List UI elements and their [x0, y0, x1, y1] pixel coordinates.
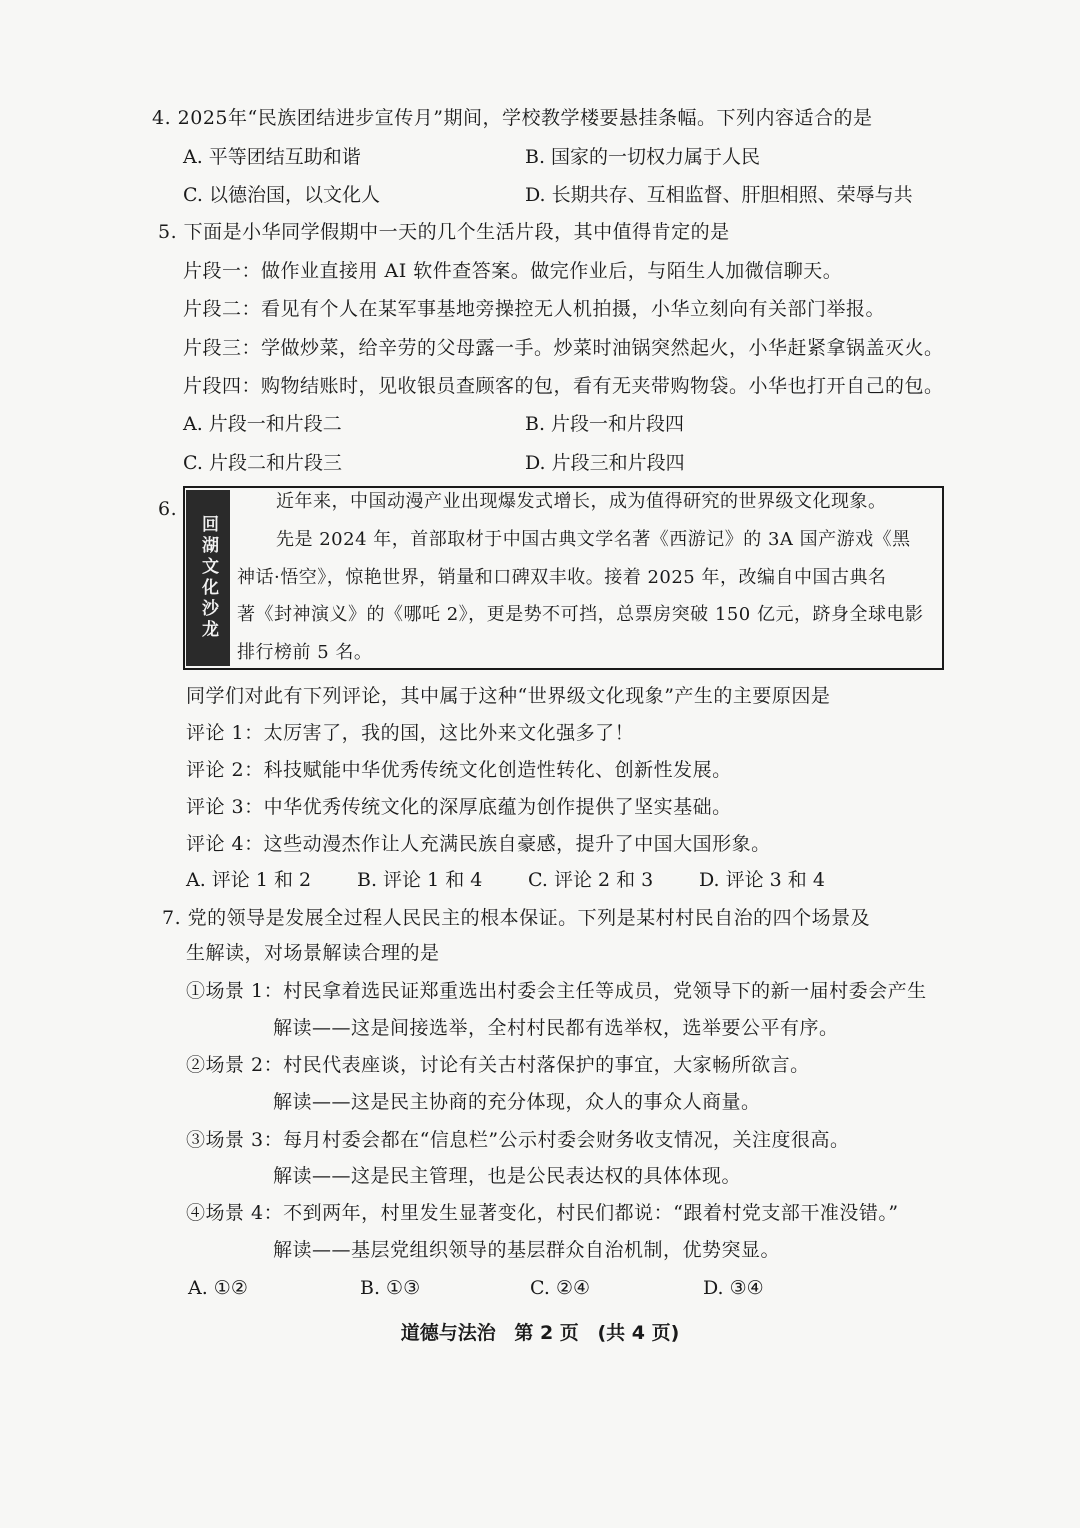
q6-comment-2: 评论 2：科技赋能中华优秀传统文化创造性转化、创新性发展。 — [186, 759, 732, 781]
q4-option-c: C. 以德治国，以文化人 — [183, 184, 380, 206]
q4-stem: 4. 2025年“民族团结进步宣传月”期间，学校教学楼要悬挂条幅。下列内容适合的是 — [152, 107, 873, 129]
q5-fragment-2: 片段二：看见有个人在某军事基地旁操控无人机拍摄，小华立刻向有关部门举报。 — [183, 298, 886, 320]
page-footer — [0, 1318, 1080, 1345]
q6-comment-1: 评论 1：太厉害了，我的国，这比外来文化强多了！ — [186, 722, 635, 744]
q6-option-d: D. 评论 3 和 4 — [699, 869, 825, 891]
q7-scene-3: ③场景 3：每月村委会都在“信息栏”公示村委会财务收支情况，关注度很高。 — [186, 1129, 850, 1151]
q6-box-line-3: 神话·悟空》，惊艳世界，销量和口碑双丰收。接着 2025 年，改编自中国古典名 — [237, 567, 887, 588]
q6-box-line-1: 近年来，中国动漫产业出现爆发式增长，成为值得研究的世界级文化现象。 — [276, 491, 887, 512]
q5-stem: 5. 下面是小华同学假期中一天的几个生活片段，其中值得肯定的是 — [158, 221, 730, 243]
q7-scene-2: ②场景 2：村民代表座谈，讨论有关古村落保护的事宜，大家畅所欲言。 — [186, 1054, 810, 1076]
footer-page-number: 第 2 页 — [514, 1322, 579, 1344]
q5-option-c: C. 片段二和片段三 — [183, 452, 342, 474]
q7-stem-line-1: 7. 党的领导是发展全过程人民民主的根本保证。下列是某村村民自治的四个场景及 — [162, 907, 871, 929]
q7-reading-4: 解读——基层党组织领导的基层群众自治机制，优势突显。 — [273, 1239, 781, 1261]
q7-option-a: A. ①② — [188, 1277, 248, 1299]
q7-option-b: B. ①③ — [360, 1277, 421, 1299]
q7-stem-line-2: 生解读，对场景解读合理的是 — [186, 942, 440, 964]
q6-box-line-2: 先是 2024 年，首部取材于中国古典文学名著《西游记》的 3A 国产游戏《黑 — [276, 529, 911, 550]
q5-fragment-4: 片段四：购物结账时，见收银员查顾客的包，看有无夹带购物袋。小华也打开自己的包。 — [183, 375, 944, 397]
q5-option-b: B. 片段一和片段四 — [525, 413, 685, 435]
q5-option-a: A. 片段一和片段二 — [183, 413, 342, 435]
q6-option-b: B. 评论 1 和 4 — [357, 869, 483, 891]
q4-option-d: D. 长期共存、互相监督、肝胆相照、荣辱与共 — [525, 184, 913, 206]
q6-number: 6. — [158, 498, 178, 520]
q5-fragment-3: 片段三：学做炒菜，给辛劳的父母露一手。炒菜时油锅突然起火，小华赶紧拿锅盖灭火。 — [183, 337, 944, 359]
footer-subject: 道德与法治 — [400, 1322, 496, 1344]
q7-option-d: D. ③④ — [703, 1277, 764, 1299]
footer-total-pages: (共 4 页) — [597, 1322, 680, 1344]
q7-option-c: C. ②④ — [530, 1277, 591, 1299]
q4-option-a: A. 平等团结互助和谐 — [183, 146, 361, 168]
q6-comment-3: 评论 3：中华优秀传统文化的深厚底蕴为创作提供了坚实基础。 — [186, 796, 732, 818]
q5-fragment-1: 片段一：做作业直接用 AI 软件查答案。做完作业后，与陌生人加微信聊天。 — [183, 260, 843, 282]
q4-option-b: B. 国家的一切权力属于人民 — [525, 146, 761, 168]
q6-box-line-4: 著《封神演义》的《哪吒 2》，更是势不可挡，总票房突破 150 亿元，跻身全球电影 — [237, 604, 924, 625]
q6-sidebar-label: 回湖文化沙龙 — [186, 490, 230, 666]
q6-option-c: C. 评论 2 和 3 — [528, 869, 654, 891]
q6-comment-4: 评论 4：这些动漫杰作让人充满民族自豪感，提升了中国大国形象。 — [186, 833, 771, 855]
q5-option-d: D. 片段三和片段四 — [525, 452, 685, 474]
q7-reading-2: 解读——这是民主协商的充分体现，众人的事众人商量。 — [273, 1091, 761, 1113]
q6-option-a: A. 评论 1 和 2 — [186, 869, 312, 891]
q6-box-line-5: 排行榜前 5 名。 — [237, 642, 373, 663]
q7-reading-3: 解读——这是民主管理，也是公民表达权的具体体现。 — [273, 1165, 742, 1187]
q7-scene-1: ①场景 1：村民拿着选民证郑重选出村委会主任等成员，党领导下的新一届村委会产生 — [186, 980, 927, 1002]
q7-scene-4: ④场景 4：不到两年，村里发生显著变化，村民们都说：“跟着村党支部干准没错。” — [186, 1202, 899, 1224]
q6-prompt: 同学们对此有下列评论，其中属于这种“世界级文化现象”产生的主要原因是 — [186, 685, 831, 707]
q7-reading-1: 解读——这是间接选举，全村村民都有选举权，选举要公平有序。 — [273, 1017, 839, 1039]
